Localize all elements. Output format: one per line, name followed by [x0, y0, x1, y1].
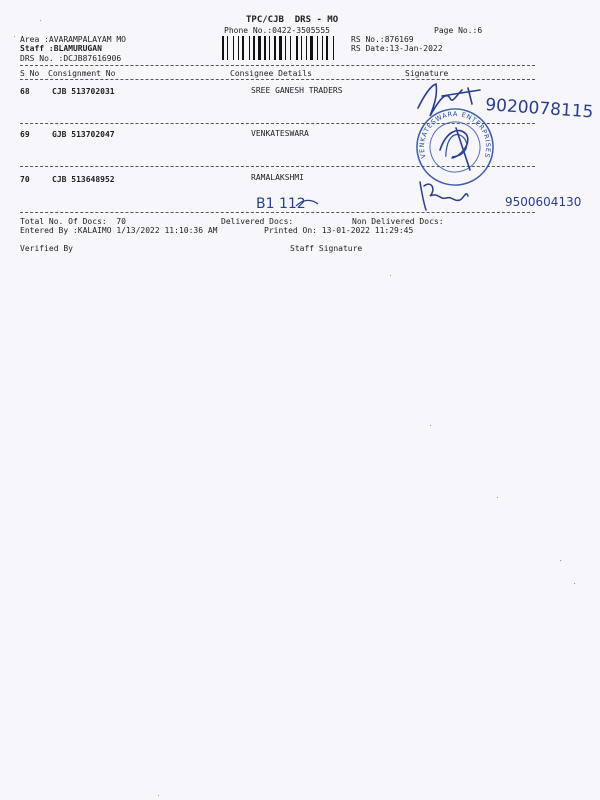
handwritten-note: B1 112 — [256, 196, 306, 212]
document-title: TPC/CJB DRS - MO — [246, 15, 339, 25]
row-consignment: CJB 513648952 — [52, 175, 115, 184]
area-label: Area :AVARAMPALAYAM MO — [20, 35, 126, 44]
col-header-sno: S No — [20, 69, 40, 78]
row-sno: 69 — [20, 130, 30, 139]
scan-speck — [390, 275, 391, 276]
page-number: Page No.:6 — [434, 26, 483, 35]
total-docs: Total No. Of Docs: 70 — [20, 217, 126, 226]
scan-speck — [560, 560, 561, 561]
col-header-consignment: Consignment No — [48, 69, 116, 78]
drs-number: DRS No. :DCJB87616906 — [20, 54, 122, 63]
svg-text:VENKATESWARA ENTERPRISES: VENKATESWARA ENTERPRISES — [417, 109, 493, 160]
handwritten-phone-2: 9500604130 — [505, 195, 582, 209]
row-sno: 70 — [20, 175, 30, 184]
verified-by: Verified By — [20, 244, 73, 253]
col-header-consignee: Consignee Details — [230, 69, 312, 78]
printed-on: Printed On: 13-01-2022 11:29:45 — [264, 226, 414, 235]
delivered-docs: Delivered Docs: — [221, 217, 294, 226]
col-header-signature: Signature — [405, 69, 449, 78]
row-sno: 68 — [20, 87, 30, 96]
row-consignee: RAMALAKSHMI — [251, 173, 304, 182]
phone-number: Phone No.:0422-3505555 — [224, 26, 330, 35]
non-delivered-docs: Non Delivered Docs: — [352, 217, 444, 226]
row-consignee: SREE GANESH TRADERS — [251, 86, 343, 95]
row-consignment: CJB 513702031 — [52, 87, 115, 96]
scan-speck — [158, 795, 159, 796]
row-consignee: VENKATESWARA — [251, 129, 309, 138]
signature-3 — [420, 182, 468, 210]
staff-signature-label: Staff Signature — [290, 244, 363, 253]
rs-number: RS No.:876169 — [351, 35, 414, 44]
row-consignment: GJB 513702047 — [52, 130, 115, 139]
scan-speck — [14, 36, 15, 37]
scan-speck — [497, 497, 498, 498]
rs-date: RS Date:13-Jan-2022 — [351, 44, 443, 53]
handwritten-phone-1: 9020078115 — [484, 95, 594, 123]
scan-speck — [430, 425, 431, 426]
scan-speck — [574, 583, 575, 584]
scan-speck — [40, 20, 41, 21]
staff-label: Staff :BLAMURUGAN — [20, 44, 102, 53]
entered-by: Entered By :KALAIMO 1/13/2022 11:10:36 AM — [20, 226, 218, 235]
